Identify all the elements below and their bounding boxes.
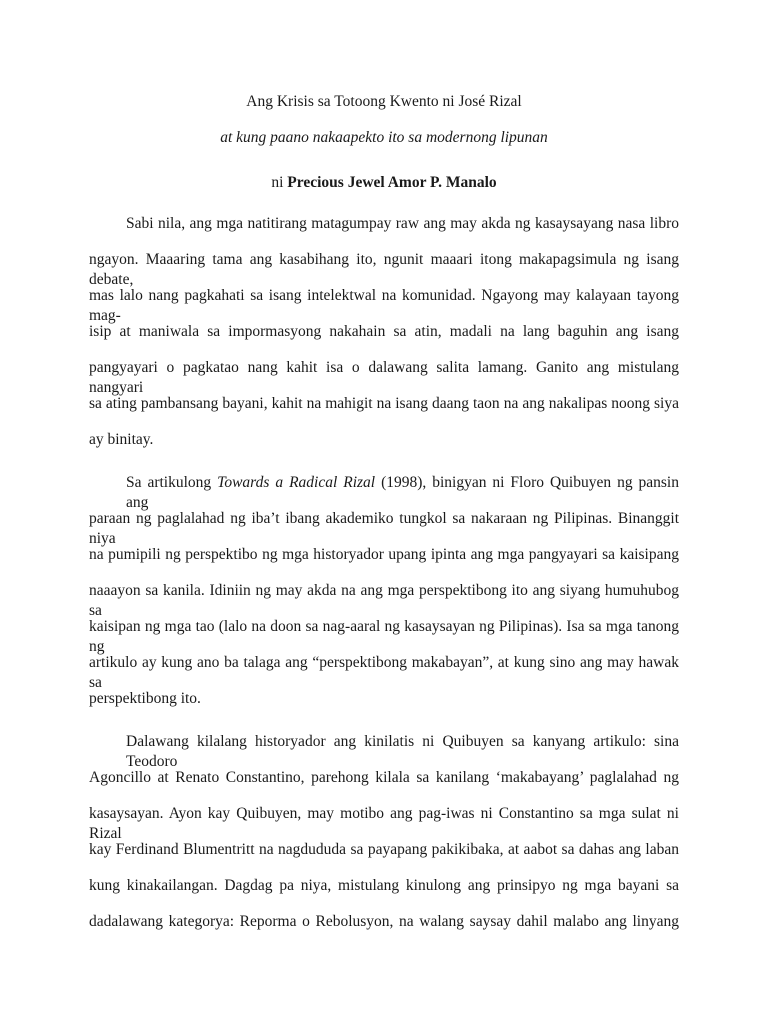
paragraph-line: Dalawang kilalang historyador ang kinilatis ni Quibuyen sa kanyang artikulo: sina Teodoro [126, 733, 679, 770]
paragraph-line [89, 473, 679, 513]
paragraph-line: kasaysayan. Ayon kay Quibuyen, may motibo ang pag-iwas ni Constantino sa mga sulat ni Rizal [89, 805, 679, 842]
paragraph-line: na pumipili ng perspektibo ng mga historyador upang ipinta ang mga pangyayari sa kaisipang [89, 546, 679, 563]
paragraph-line: dadalawang kategorya: Reporma o Rebolusyon, na walang saysay dahil malabo ang linyang [89, 913, 679, 930]
paragraph-text: Sa artikulong [126, 474, 218, 491]
author-name: Precious Jewel Amor P. Manalo [287, 174, 497, 191]
paragraph-line: pangyayari o pagkatao nang kahit isa o dalawang salita lamang. Ganito ang mistulang nangyari [89, 359, 679, 396]
document-title: Ang Krisis sa Totoong Kwento ni José Rizal [246, 93, 522, 110]
paragraph-line: ay binitay. [89, 431, 154, 448]
paragraph-line: artikulo ay kung ano ba talaga ang “perspektibong makabayan”, at kung sino ang may hawak sa [89, 654, 679, 691]
paragraph-text: (1998), binigyan ni Floro Quibuyen ng pansin ang [126, 474, 679, 511]
paragraph-line: paraan ng paglalahad ng iba’t ibang akademiko tungkol sa nakaraan ng Pilipinas. Binanggit niya [89, 510, 679, 547]
paragraph-line: kay Ferdinand Blumentritt na nagdududa sa payapang pakikibaka, at aabot sa dahas ang laban [89, 841, 679, 858]
document-subtitle: at kung paano nakaapekto ito sa modernong lipunan [220, 129, 548, 146]
byline [0, 174, 768, 192]
paragraph-line: perspektibong ito. [89, 690, 201, 707]
paragraph-line: naaayon sa kanila. Idiniin ng may akda na ang mga perspektibong ito ang siyang humuhubog sa [89, 582, 679, 619]
paragraph-line: kung kinakailangan. Dagdag pa niya, mistulang kinulong ang prinsipyo ng mga bayani sa [89, 877, 679, 894]
paragraph-line: ngayon. Maaaring tama ang kasabihang ito, ngunit maaari itong makapagsimula ng isang debate, [89, 251, 679, 288]
paragraph-line: Sabi nila, ang mga natitirang matagumpay raw ang may akda ng kasaysayang nasa libro [126, 215, 679, 232]
paragraph-line: mas lalo nang pagkahati sa isang intelektwal na komunidad. Ngayong may kalayaan tayong mag- [89, 287, 679, 324]
paragraph-line: isip at maniwala sa impormasyong nakahain sa atin, madali na lang baguhin ang isang [89, 323, 679, 340]
paragraph-line: sa ating pambansang bayani, kahit na mahigit na isang daang taon na ang nakalipas noong siya [89, 395, 679, 412]
paragraph-line: kaisipan ng mga tao (lalo na doon sa nag-aaral ng kasaysayan ng Pilipinas). Isa sa mga tanong ng [89, 618, 679, 655]
article-title: Towards a Radical Rizal [217, 474, 376, 491]
byline-prefix: ni [271, 174, 288, 191]
paragraph-line: Agoncillo at Renato Constantino, parehong kilala sa kanilang ‘makabayang’ paglalahad ng [89, 769, 679, 786]
